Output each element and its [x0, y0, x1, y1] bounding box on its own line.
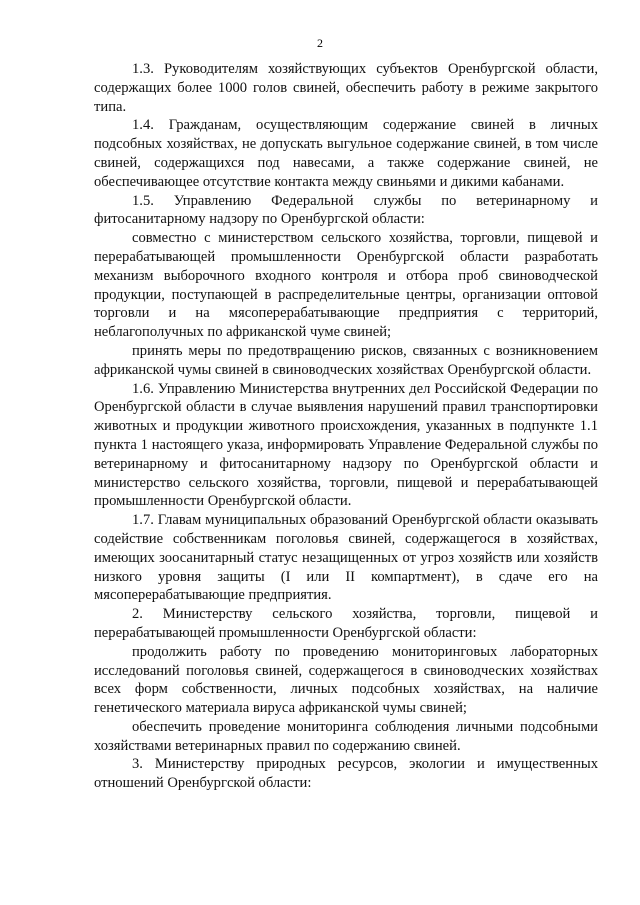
paragraph-1-5-item-2: принять меры по предотвращению рисков, связанных с возникновением африканской чумы свиней в свиноводческих хозяйствах Оренбургской области. — [94, 342, 598, 378]
paragraph-2-item-2: обеспечить проведение мониторинга соблюдения личными подсобными хозяйствами ветеринарных правил по содержанию свиней. — [94, 718, 598, 754]
paragraph-1-5: 1.5. Управлению Федеральной службы по ветеринарному и фитосанитарному надзору по Оренбургской области: — [94, 192, 598, 228]
paragraph-1-7: 1.7. Главам муниципальных образований Оренбургской области оказывать содействие собственникам поголовья свиней, содержащегося в хозяйствах, имеющих зоосанитарный статус незащищенных от угроз хозяйств или хозяйств низкого уровня защиты (I или II компартмент), в сдаче его на мясоперерабатывающие предприятия. — [94, 512, 598, 604]
paragraph-1-6: 1.6. Управлению Министерства внутренних дел Российской Федерации по Оренбургской области в случае выявления нарушений правил транспортировки животных и продукции животного происхождения, указанных в подпункте 1.1 пункта 1 настоящего указа, информировать Управление Федеральной службы по ветеринарному и фитосанитарному надзору по Оренбургской области и министерство сельского хозяйства, торговли, пищевой и перерабатывающей промышленности Оренбургской области. — [94, 380, 598, 510]
paragraph-1-3: 1.3. Руководителям хозяйствующих субъектов Оренбургской области, содержащих более 1000 голов свиней, обеспечить работу в режиме закрытого типа. — [94, 61, 598, 115]
paragraph-3: 3. Министерству природных ресурсов, экологии и имущественных отношений Оренбургской области: — [94, 756, 598, 792]
paragraph-1-4: 1.4. Гражданам, осуществляющим содержание свиней в личных подсобных хозяйствах, не допускать выгульное содержание свиней, в том числе свиней, содержащихся под навесами, а также содержание свиней, не обеспечивающее отсутствие контакта между свиньями и дикими кабанами. — [94, 117, 598, 190]
document-body — [94, 60, 598, 793]
paragraph-2: 2. Министерству сельского хозяйства, торговли, пищевой и перерабатывающей промышленности Оренбургской области: — [94, 606, 598, 641]
page-number: 2 — [317, 36, 323, 50]
paragraph-2-item-1: продолжить работу по проведению мониторинговых лабораторных исследований поголовья свиней, содержащегося в свиноводческих хозяйствах всех форм собственности, личных подсобных хозяйствах, на наличие генетического материала вируса африканской чумы свиней; — [94, 643, 598, 717]
paragraph-1-5-item-1: совместно с министерством сельского хозяйства, торговли, пищевой и перерабатывающей промышленности Оренбургской области разработать механизм выборочного входного контроля и отбора проб свиноводческой продукции, поступающей в распределительные центры, организации оптовой торговли и на мясоперерабатывающие предприятия с территорий, неблагополучных по африканской чуме свиней; — [94, 230, 598, 341]
